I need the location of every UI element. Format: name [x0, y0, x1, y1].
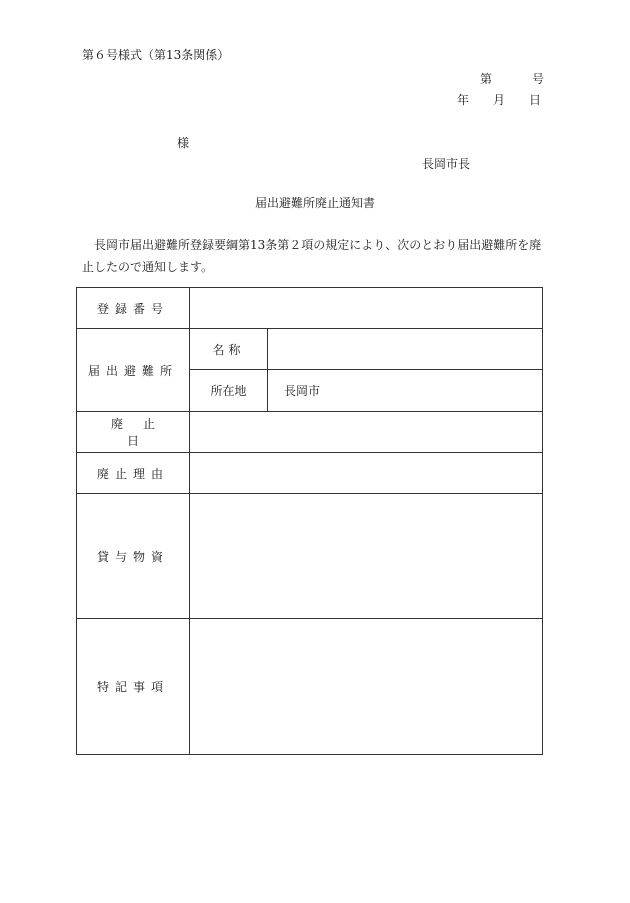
notice-body: 長岡市届出避難所登録要綱第13条第２項の規定により、次のとおり届出避難所を廃止したので通知します。 — [82, 238, 542, 274]
registration-number-value[interactable] — [190, 288, 543, 329]
table-row-registration-number — [77, 288, 543, 329]
table-row-shelter-name — [77, 329, 543, 370]
shelter-location-value[interactable]: 長岡市 — [268, 370, 543, 412]
document-title: 届出避難所廃止通知書 — [254, 196, 375, 210]
loaned-goods-value[interactable] — [190, 494, 543, 619]
number-prefix: 第 — [480, 72, 493, 86]
shelter-label: 届出避難所 — [77, 329, 190, 412]
abolition-reason-label: 廃止理由 — [77, 453, 190, 494]
addressee: 様 — [177, 136, 190, 150]
notice-form-table — [76, 287, 543, 755]
loaned-goods-label: 貸与物資 — [77, 494, 190, 619]
shelter-name-label: 名称 — [190, 329, 268, 370]
shelter-location-label: 所在地 — [190, 370, 268, 412]
abolition-date-value[interactable] — [190, 412, 543, 453]
document-number-line — [480, 70, 544, 87]
year-label: 年 — [457, 93, 470, 107]
table-row-loaned-goods — [77, 494, 543, 619]
special-notes-value[interactable] — [190, 619, 543, 755]
abolition-reason-value[interactable] — [190, 453, 543, 494]
issuer: 長岡市長 — [422, 157, 471, 171]
number-suffix: 号 — [532, 72, 545, 86]
form-number: 第６号様式（第13条関係） — [82, 48, 230, 62]
registration-number-label: 登録番号 — [77, 288, 190, 329]
day-label: 日 — [529, 93, 542, 107]
special-notes-label: 特記事項 — [77, 619, 190, 755]
date-line — [457, 91, 541, 108]
table-row-abolition-reason — [77, 453, 543, 494]
shelter-name-value[interactable] — [268, 329, 543, 370]
month-label: 月 — [493, 93, 506, 107]
table-row-special-notes — [77, 619, 543, 755]
abolition-date-label: 廃止日 — [77, 412, 190, 453]
table-row-abolition-date — [77, 412, 543, 453]
